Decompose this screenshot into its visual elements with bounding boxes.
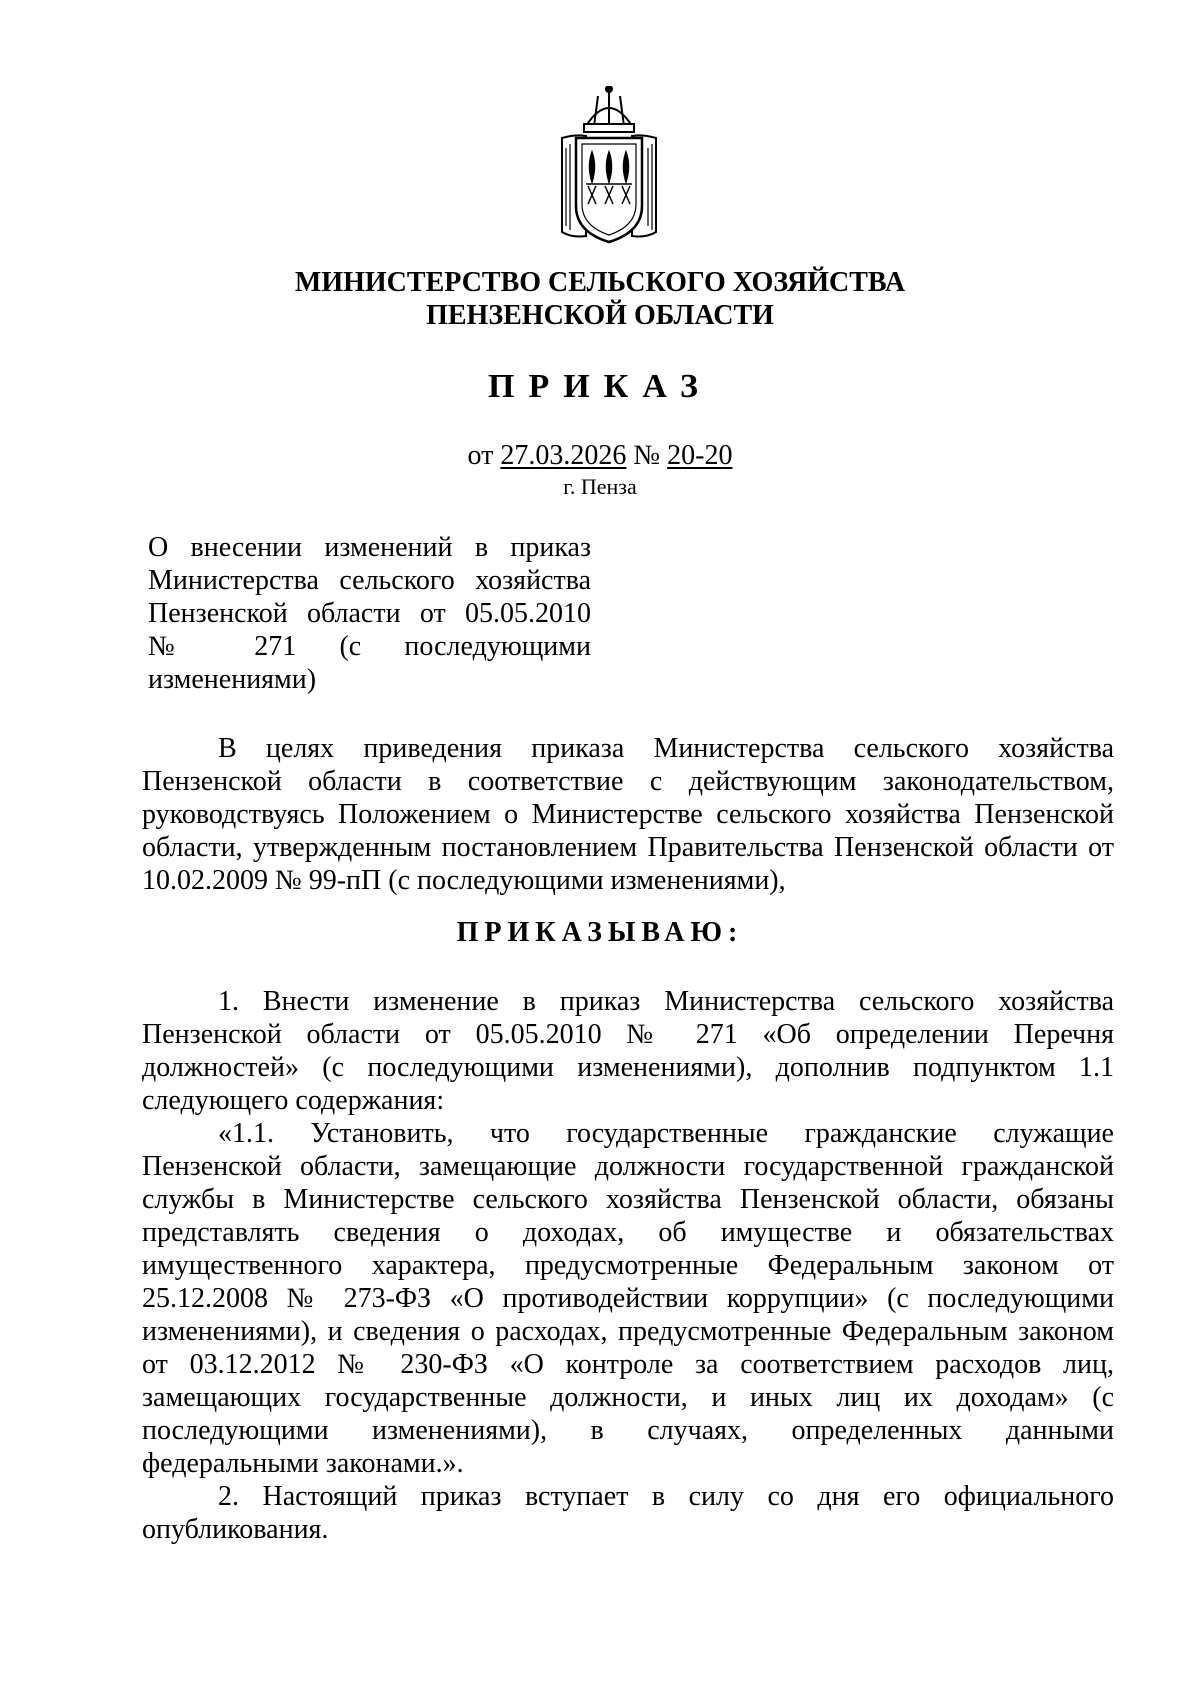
document-subject xyxy=(148,531,591,696)
preamble-line: 10.02.2009 № 99-пП (с последующими изменениями), xyxy=(142,865,786,896)
subject-line: О внесении изменений в приказ xyxy=(148,532,591,563)
subject-line: изменениями) xyxy=(148,664,317,695)
preamble-line: Пензенской области в соответствие с действующим законодательством, xyxy=(142,766,1114,797)
subject-line: Министерства сельского хозяйства xyxy=(148,565,591,596)
item-1-line: следующего содержания: xyxy=(142,1085,445,1116)
item-1-1-line: имущественного характера, предусмотренные Федеральным законом от xyxy=(142,1250,1114,1281)
document-number: 20-20 xyxy=(667,440,733,471)
item-1-1-line: последующими изменениями), в случаях, определенных данными xyxy=(142,1415,1114,1446)
ministry-name-line1: МИНИСТЕРСТВО СЕЛЬСКОГО ХОЗЯЙСТВА xyxy=(294,267,906,298)
item-1-line: Пензенской области от 05.05.2010 № 271 «Об определении Перечня xyxy=(142,1019,1114,1050)
item-1-1-paragraph xyxy=(142,1117,1114,1480)
item-2-line: опубликования. xyxy=(142,1514,329,1545)
item-1-paragraph xyxy=(142,985,1114,1117)
preamble-paragraph xyxy=(142,732,1114,897)
preamble-line: В целях приведения приказа Министерства сельского хозяйства xyxy=(218,733,1114,764)
item-1-1-line: представлять сведения о доходах, об имуществе и обязательствах xyxy=(142,1217,1114,1248)
coat-of-arms-emblem xyxy=(556,86,662,246)
date-number-line xyxy=(0,440,1200,472)
subject-line: Пензенской области от 05.05.2010 xyxy=(148,598,591,629)
item-1-1-line: «1.1. Установить, что государственные гражданские служащие xyxy=(218,1118,1114,1149)
document-date: 27.03.2026 xyxy=(500,440,627,471)
item-1-1-line: федеральными законами.». xyxy=(142,1448,464,1479)
date-prefix: от xyxy=(467,440,494,471)
item-2-paragraph xyxy=(142,1480,1114,1546)
item-1-1-line: Пензенской области, замещающие должности государственной гражданской xyxy=(142,1151,1114,1182)
preamble-line: руководствуясь Положением о Министерстве сельского хозяйства Пензенской xyxy=(142,799,1114,830)
item-1-line: должностей» (с последующими изменениями), дополнив подпунктом 1.1 xyxy=(142,1052,1114,1083)
preamble-line: области, утвержденным постановлением Правительства Пензенской области от xyxy=(142,832,1114,863)
number-sign: № xyxy=(633,440,661,471)
ministry-name-line2: ПЕНЗЕНСКОЙ ОБЛАСТИ xyxy=(426,300,774,331)
item-1-1-line: замещающих государственные должности, и иных лиц их доходам» (с xyxy=(142,1382,1114,1413)
item-1-1-line: изменениями), и сведения о расходах, предусмотренные Федеральным законом xyxy=(142,1316,1114,1347)
document-type-title: ПРИКАЗ xyxy=(488,368,712,405)
city-name: г. Пенза xyxy=(563,474,637,499)
subject-line: № 271 (с последующими xyxy=(148,631,591,662)
item-1-1-line: службы в Министерстве сельского хозяйства Пензенской области, обязаны xyxy=(142,1184,1114,1215)
item-1-line: 1. Внести изменение в приказ Министерства сельского хозяйства xyxy=(218,986,1114,1017)
item-2-line: 2. Настоящий приказ вступает в силу со дня его официального xyxy=(218,1481,1114,1512)
item-1-1-line: 25.12.2008 № 273-ФЗ «О противодействии коррупции» (с последующими xyxy=(142,1283,1114,1314)
order-directive-heading: ПРИКАЗЫВАЮ: xyxy=(456,917,744,948)
item-1-1-line: от 03.12.2012 № 230-ФЗ «О контроле за соответствием расходов лиц, xyxy=(142,1349,1114,1380)
